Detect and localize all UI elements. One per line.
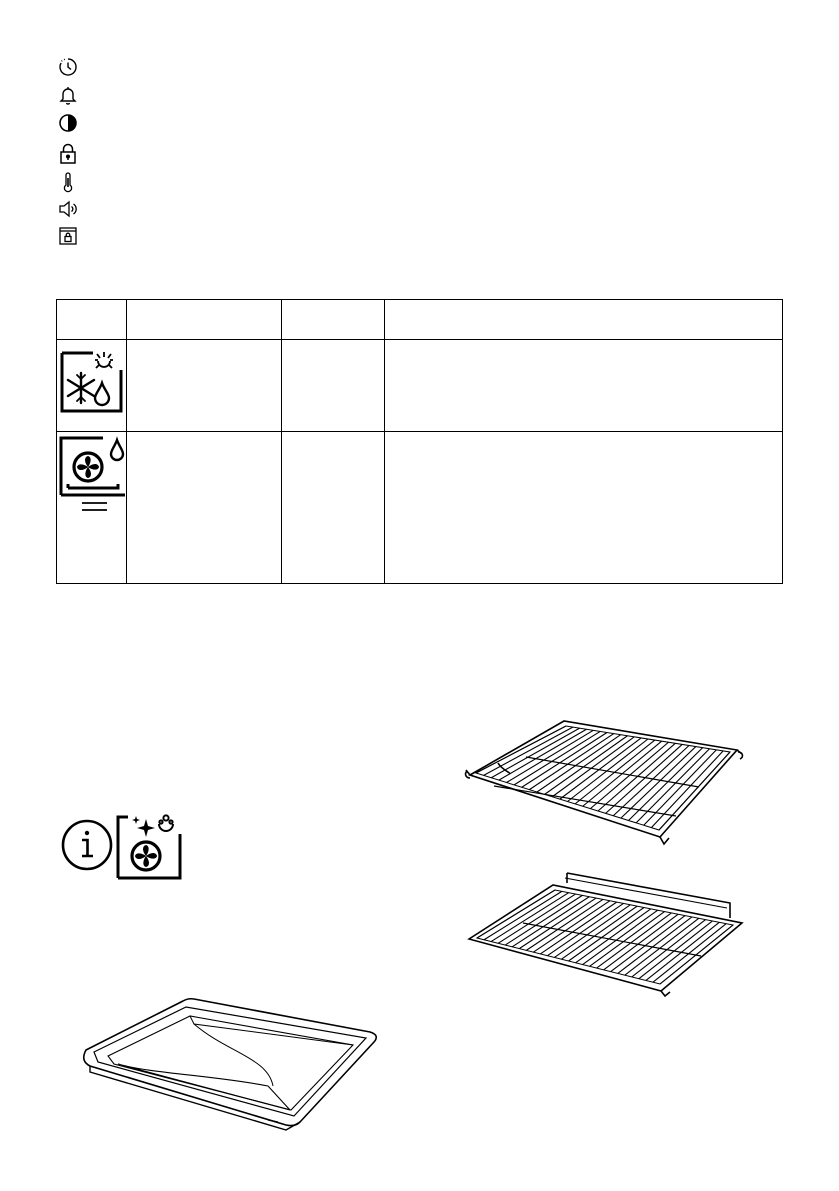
table-header-cell (282, 300, 385, 340)
table-cell (282, 432, 385, 584)
info-icon (60, 818, 114, 877)
defrost-light-icon (57, 340, 125, 430)
table-icon-cell (57, 340, 127, 432)
wire-shelf-flat-icon (465, 868, 750, 1005)
table-cell (127, 340, 282, 432)
baking-tray-icon (78, 998, 386, 1133)
half-circle-icon (58, 113, 80, 135)
table-cell (385, 432, 783, 584)
door-lock-icon (58, 226, 80, 248)
bell-icon (58, 85, 80, 107)
wire-shelf-icon (462, 712, 747, 852)
table-cell (385, 340, 783, 432)
fan-steam-icon (57, 432, 125, 582)
fan-clean-icon (114, 812, 182, 882)
table-row (57, 432, 783, 584)
table-cell (282, 340, 385, 432)
table-header-cell (57, 300, 127, 340)
table-header-cell (127, 300, 282, 340)
table-header-cell (385, 300, 783, 340)
timer-icon (58, 57, 80, 79)
table-header-row (57, 300, 783, 340)
thermometer-icon (58, 172, 80, 194)
table-icon-cell (57, 432, 127, 584)
table-cell (127, 432, 282, 584)
settings-table (56, 299, 783, 584)
speaker-icon (58, 199, 80, 221)
padlock-icon (58, 143, 80, 165)
table-row (57, 340, 783, 432)
